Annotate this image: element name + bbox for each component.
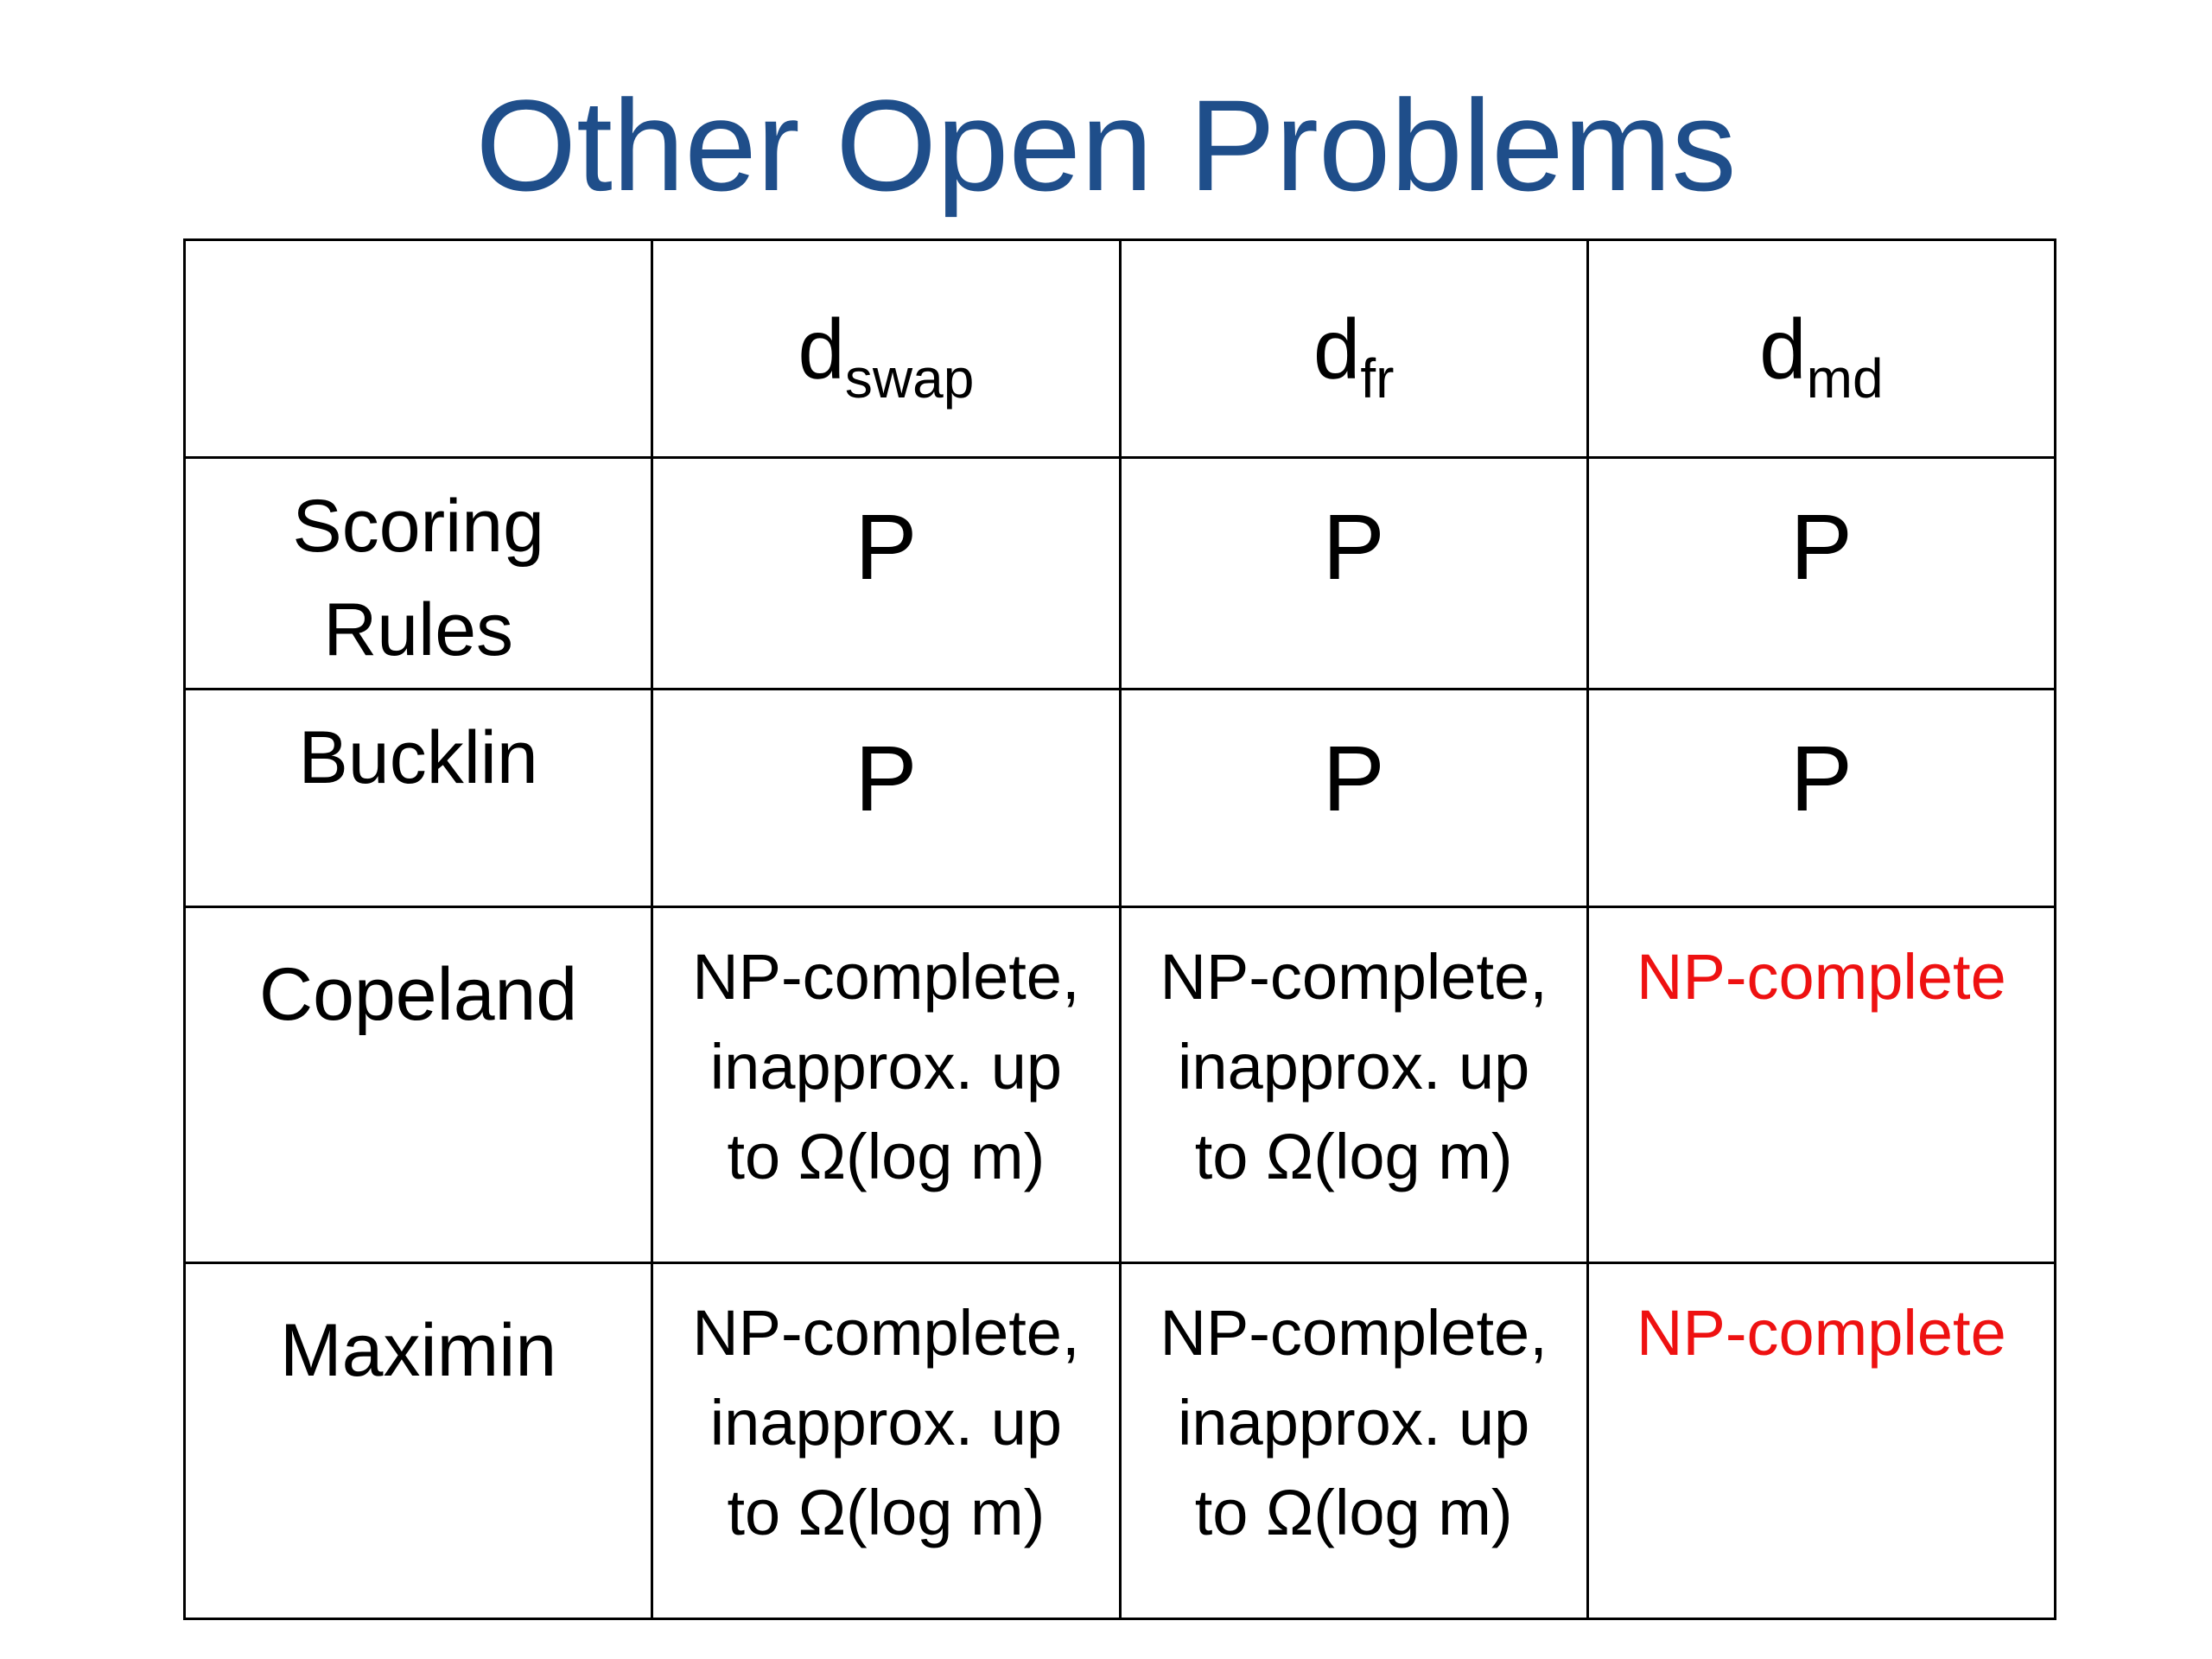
- cell-line: to Ω(log m): [727, 1121, 1046, 1192]
- cell-line: NP-complete,: [1160, 1297, 1548, 1369]
- table-row-copeland: [185, 907, 2056, 1263]
- table-cell: [1120, 458, 1587, 690]
- cell-line: inapprox. up: [1177, 1387, 1530, 1459]
- cell-value: P: [1789, 726, 1853, 830]
- row-label-scoring-rules: [185, 458, 652, 690]
- slide-title: Other Open Problems: [475, 73, 1737, 218]
- table-row-maximin: [185, 1263, 2056, 1619]
- corner-cell: [185, 240, 652, 458]
- cell-line: inapprox. up: [1177, 1031, 1530, 1103]
- row-label-line: Copeland: [259, 953, 578, 1036]
- row-label-line: Rules: [323, 588, 514, 671]
- cell-line: NP-complete: [1637, 941, 2006, 1013]
- column-header-subscript: fr: [1360, 346, 1395, 410]
- cell-value: P: [855, 726, 918, 830]
- cell-value: P: [1789, 494, 1853, 599]
- table-cell: [652, 458, 1120, 690]
- column-header-md: [1587, 240, 2055, 458]
- column-header-base: d: [1313, 301, 1361, 397]
- column-header-fr: [1120, 240, 1587, 458]
- cell-line: NP-complete,: [1160, 941, 1548, 1013]
- cell-value: P: [1322, 494, 1385, 599]
- column-header-base: d: [798, 301, 845, 397]
- table-cell: [652, 690, 1120, 907]
- table-cell: [1120, 907, 1587, 1263]
- cell-line: NP-complete,: [692, 941, 1080, 1013]
- column-header-subscript: swap: [844, 346, 975, 410]
- table-cell-highlight: [1587, 1263, 2055, 1619]
- column-header-subscript: md: [1806, 346, 1884, 410]
- table-row-scoring-rules: [185, 458, 2056, 690]
- table-cell: [1587, 690, 2055, 907]
- table-cell: [1120, 690, 1587, 907]
- cell-value: P: [855, 494, 918, 599]
- cell-line: to Ω(log m): [1194, 1121, 1513, 1192]
- cell-value: P: [1322, 726, 1385, 830]
- cell-line: to Ω(log m): [1194, 1477, 1513, 1548]
- table-cell: [652, 1263, 1120, 1619]
- cell-line: to Ω(log m): [727, 1477, 1046, 1548]
- table-row-bucklin: [185, 690, 2056, 907]
- column-header-base: d: [1759, 301, 1807, 397]
- cell-line: inapprox. up: [709, 1387, 1063, 1459]
- table-header-row: [185, 240, 2056, 458]
- cell-line: inapprox. up: [709, 1031, 1063, 1103]
- table-cell-highlight: [1587, 907, 2055, 1263]
- row-label-line: Bucklin: [298, 716, 538, 799]
- complexity-table: [183, 238, 2056, 1620]
- row-label-copeland: [185, 907, 652, 1263]
- row-label-bucklin: [185, 690, 652, 907]
- table-cell: [652, 907, 1120, 1263]
- row-label-line: Maximin: [280, 1309, 557, 1392]
- cell-line: NP-complete,: [692, 1297, 1080, 1369]
- column-header-swap: [652, 240, 1120, 458]
- row-label-line: Scoring: [292, 485, 544, 568]
- table-cell: [1587, 458, 2055, 690]
- cell-line: NP-complete: [1637, 1297, 2006, 1369]
- table-cell: [1120, 1263, 1587, 1619]
- row-label-maximin: [185, 1263, 652, 1619]
